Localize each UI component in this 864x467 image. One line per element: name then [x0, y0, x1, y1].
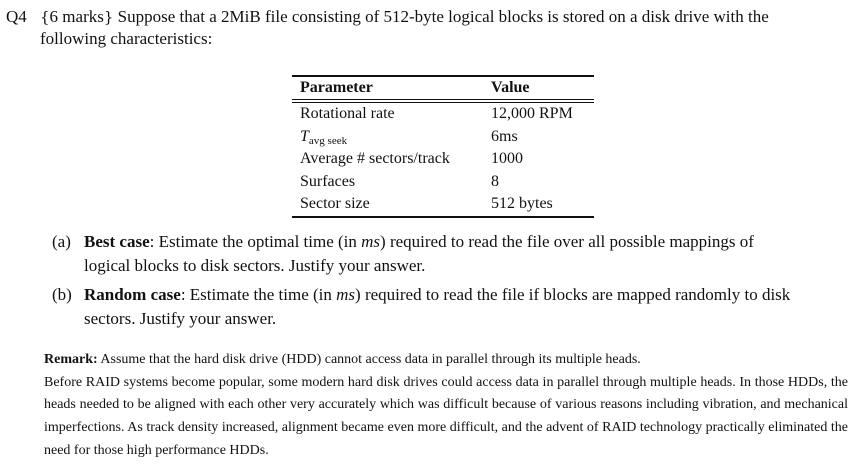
row-parameter: Surfaces — [300, 172, 356, 190]
remark-text: Assume that the hard disk drive (HDD) cannot access data in parallel through its multiple heads. — [97, 352, 641, 367]
part-b-text-line2: sectors. Justify your answer. — [84, 309, 277, 328]
part-b-label: (b) — [52, 285, 72, 304]
part-b-text-pre: : Estimate the time (in — [180, 285, 337, 304]
question-text-line1: Suppose that a 2MiB file consisting of 512-byte logical blocks is stored on a disk drive with the — [117, 7, 769, 26]
question-header — [6, 6, 856, 50]
table-row — [292, 126, 594, 149]
row-value: 1000 — [491, 150, 523, 167]
row-value: 6ms — [491, 127, 518, 145]
table-row — [292, 103, 594, 126]
remark-line1 — [44, 349, 848, 372]
part-a-label: (a) — [52, 232, 71, 251]
table-header-row — [292, 77, 594, 99]
row-parameter: Rotational rate — [300, 105, 395, 122]
remark-section — [44, 349, 848, 463]
row-parameter: Sector size — [300, 195, 370, 212]
row-value: 12,000 RPM — [491, 105, 573, 122]
remark-label: Remark: — [44, 352, 98, 367]
part-a-text-line2: logical blocks to disk sectors. Justify your answer. — [84, 256, 426, 275]
marks-close-brace: } — [103, 8, 114, 26]
row-parameter: Average # sectors/track — [300, 150, 450, 167]
part-a-text-post: ) required to read the file over all possible mappings of — [380, 232, 754, 251]
part-a-text-pre: : Estimate the optimal time (in — [149, 232, 362, 251]
row-parameter — [292, 126, 491, 149]
part-b — [52, 283, 852, 331]
remark-paragraph: Before RAID systems become popular, some modern hard disk drives could access data in parallel through multiple heads. In those HDDs, the heads needed to be aligned with each other very accurately which was difficult because of various reasons including vibration, and mechanical imperfections. As track density increased, alignment became even more difficult, and the advent of RAID technology practically eliminated the need for those high performance HDDs. — [44, 374, 848, 458]
part-a-title: Best case — [84, 232, 150, 251]
part-b-title: Random case — [84, 285, 181, 304]
part-b-text-post: ) required to read the file if blocks are mapped randomly to disk — [355, 285, 791, 304]
header-parameter: Parameter — [300, 79, 373, 96]
table-row — [292, 193, 594, 216]
part-a-unit: ms — [361, 232, 381, 251]
question-marks: 6 marks — [49, 7, 104, 26]
disk-characteristics-table — [292, 75, 594, 218]
marks-open-brace: { — [40, 8, 50, 26]
table-row — [292, 171, 594, 194]
row-value: 512 bytes — [491, 195, 553, 212]
tavg-main: T — [300, 127, 309, 145]
table-row — [292, 148, 594, 171]
part-a — [52, 230, 852, 278]
question-text-line2: following characteristics: — [40, 29, 213, 48]
row-value: 8 — [491, 172, 499, 190]
table-bottom-rule — [292, 216, 594, 218]
question-number: Q4 — [6, 7, 27, 26]
header-value: Value — [491, 79, 530, 96]
part-b-unit: ms — [336, 285, 356, 304]
tavg-subscript: avg seek — [308, 134, 348, 147]
